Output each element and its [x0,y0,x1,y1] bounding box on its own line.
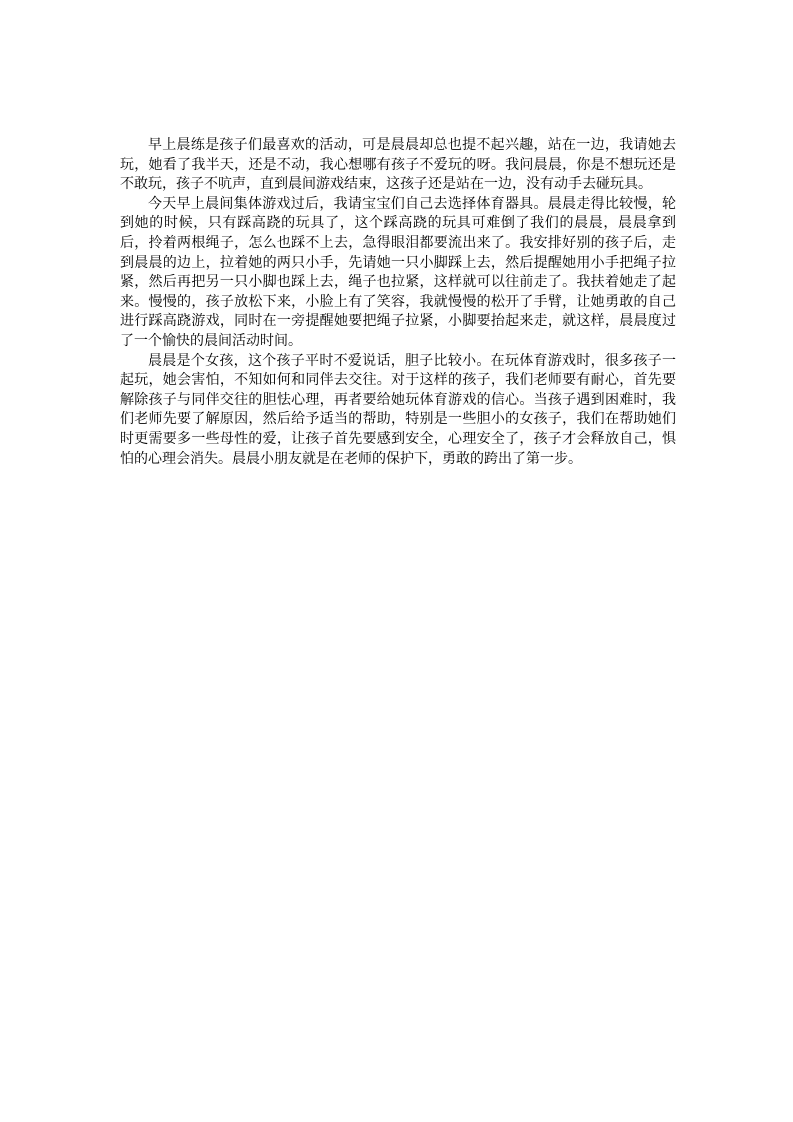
document-body [120,136,676,469]
paragraph-1: 早上晨练是孩子们最喜欢的活动，可是晨晨却总也提不起兴趣，站在一边，我请她去玩，她看了我半天，还是不动，我心想哪有孩子不爱玩的呀。我问晨晨，你是不想玩还是不敢玩，孩子不吭声，直到晨间游戏结束，这孩子还是站在一边，没有动手去碰玩具。 [120,137,676,193]
paragraph-2: 今天早上晨间集体游戏过后，我请宝宝们自己去选择体育器具。晨晨走得比较慢，轮到她的时候，只有踩高跷的玩具了，这个踩高跷的玩具可难倒了我们的晨晨，晨晨拿到后，拎着两根绳子，怎么也踩不上去，急得眼泪都要流出来了。我安排好别的孩子后，走到晨晨的边上，拉着她的两只小手，先请她一只小脚踩上去，然后提醒她用小手把绳子拉紧，然后再把另一只小脚也踩上去，绳子也拉紧，这样就可以往前走了。我扶着她走了起来。慢慢的，孩子放松下来，小脸上有了笑容，我就慢慢的松开了手臂，让她勇敢的自己进行踩高跷游戏，同时在一旁提醒她要把绳子拉紧，小脚要抬起来走，就这样，晨晨度过了一个愉快的晨间活动时间。 [120,195,676,349]
paragraph-3: 晨晨是个女孩，这个孩子平时不爱说话，胆子比较小。在玩体育游戏时，很多孩子一起玩，她会害怕，不知如何和同伴去交往。对于这样的孩子，我们老师要有耐心，首先要解除孩子与同伴交往的胆怯心理，再者要给她玩体育游戏的信心。当孩子遇到困难时，我们老师先要了解原因，然后给予适当的帮助，特别是一些胆小的女孩子，我们在帮助她们时更需要多一些母性的爱，让孩子首先要感到安全，心理安全了，孩子才会释放自己，惧怕的心理会消失。晨晨小朋友就是在老师的保护下，勇敢的跨出了第一步。 [120,352,676,467]
